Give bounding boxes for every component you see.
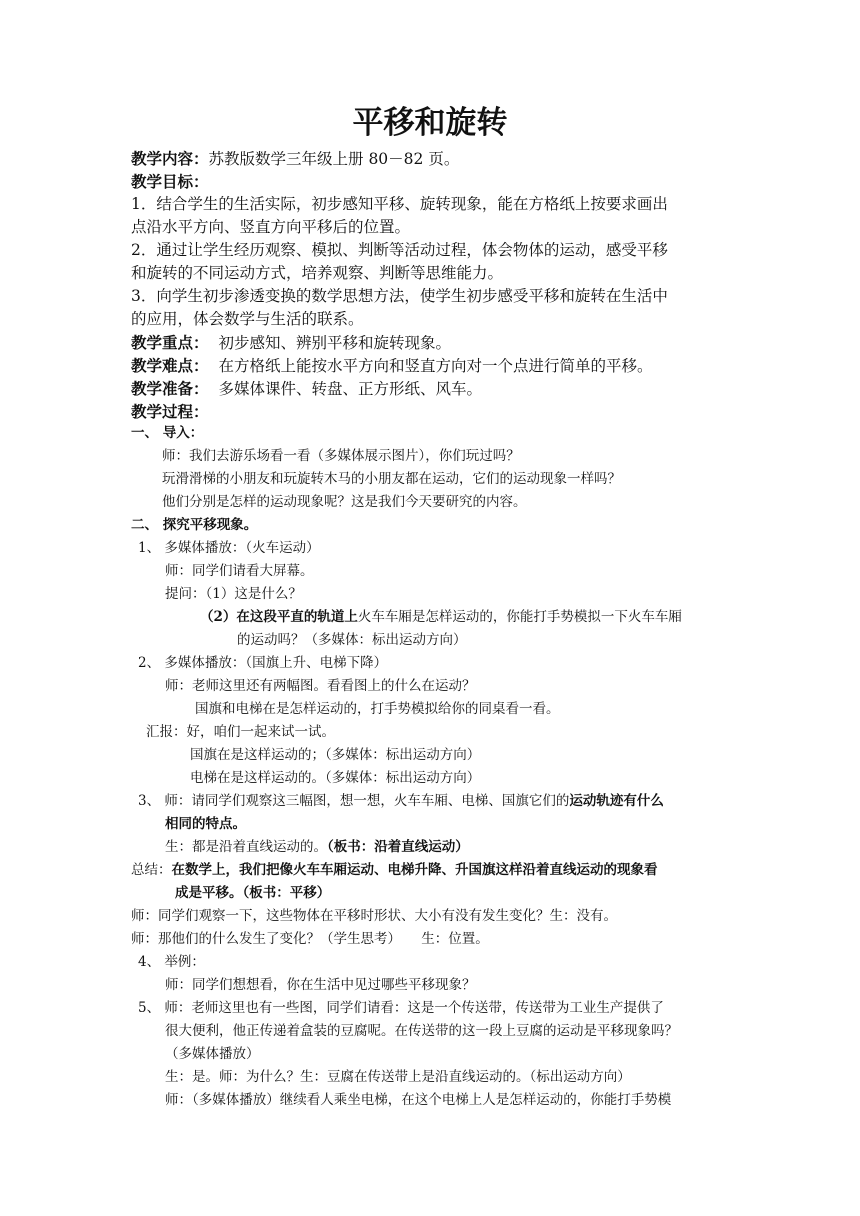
process-label: 教学过程： (131, 402, 209, 421)
item-1-c-bold: （2）在这段平直的轨道上 (200, 609, 358, 625)
difficulty-text: 在方格纸上能按水平方向和竖直方向对一个点进行简单的平移。 (218, 357, 653, 375)
item-3-bold: 运动轨迹有什么 (569, 793, 664, 809)
preparation-label: 教学准备： (131, 379, 209, 398)
item-3-answer (165, 841, 469, 855)
item-3 (138, 795, 664, 809)
section-2-heading: 二、 探究平移现象。 (131, 517, 258, 533)
item-3-answer-plain: 生：都是沿着直线运动的。 (165, 839, 327, 855)
goal-3-line-1: 3．向学生初步渗透变换的数学思想方法，使学生初步感受平移和旋转在生活中 (131, 287, 668, 305)
content-text: 苏教版数学三年级上册 80－82 页。 (208, 150, 460, 168)
item-5-line-4: 生：是。师：为什么？生：豆腐在传送带上是沿直线运动的。（标出运动方向） (165, 1069, 631, 1085)
item-3-plain: 3、 师：请同学们观察这三幅图，想一想，火车车厢、电梯、国旗它们的 (138, 793, 570, 809)
goals-label: 教学目标： (131, 172, 209, 191)
content-line (131, 151, 459, 168)
section-1-heading: 一、 导入： (131, 425, 204, 441)
preparation-text: 多媒体课件、转盘、正方形纸、风车。 (218, 380, 483, 398)
item-2-d: 国旗在是这样运动的；（多媒体：标出运动方向） (190, 747, 481, 763)
key-points-label: 教学重点： (131, 333, 209, 352)
item-1-c-rest: 火车车厢是怎样运动的，你能打手势模拟一下火车车厢 (357, 609, 682, 625)
item-3-answer-bold: （板书：沿着直线运动） (327, 839, 469, 855)
item-1-d: 的运动吗？（多媒体：标出运动方向） (237, 632, 467, 648)
difficulty-line (131, 358, 653, 375)
item-3-line-2: 相同的特点。 (165, 816, 246, 832)
item-5-line-2: 很大便利，他正传递着盒装的豆腐呢。在传送带的这一段上豆腐的运动是平移现象吗？ (165, 1023, 678, 1039)
section-1-line-3: 他们分别是怎样的运动现象呢？这是我们今天要研究的内容。 (162, 494, 527, 510)
goal-1-line-2: 点沿水平方向、竖直方向平移后的位置。 (131, 218, 411, 236)
summary-label: 总结： (131, 862, 172, 878)
key-points-text: 初步感知、辨别平移和旋转现象。 (218, 334, 452, 352)
content-label: 教学内容： (131, 149, 209, 168)
item-5-line-5: 师：（多媒体播放）继续看人乘坐电梯，在这个电梯上人是怎样运动的，你能打手势模 (165, 1092, 672, 1108)
goal-2-line-2: 和旋转的不同运动方式，培养观察、判断等思维能力。 (131, 264, 504, 282)
difficulty-label: 教学难点： (131, 356, 209, 375)
summary-line-1 (131, 864, 658, 878)
item-5-line-1: 5、 师：老师这里也有一些图，同学们请看：这是一个传送带，传送带为工业生产提供了 (138, 1000, 664, 1016)
item-2-e: 电梯在是这样运动的。（多媒体：标出运动方向） (190, 770, 481, 786)
item-4: 4、 举例： (138, 954, 205, 970)
goal-1-line-1: 1．结合学生的生活实际，初步感知平移、旋转现象，能在方格纸上按要求画出 (131, 195, 668, 213)
item-2-c: 汇报：好，咱们一起来试一试。 (146, 724, 335, 740)
item-4-a: 师：同学们想想看，你在生活中见过哪些平移现象？ (165, 977, 476, 993)
item-1-c (200, 611, 682, 625)
summary-bold-1: 在数学上，我们把像火车车厢运动、电梯升降、升国旗这样沿着直线运动的现象看 (171, 862, 658, 878)
page-title: 平移和旋转 (352, 105, 508, 141)
goal-3-line-2: 的应用，体会数学与生活的联系。 (131, 310, 364, 328)
goal-2-line-1: 2．通过让学生经历观察、模拟、判断等活动过程，体会物体的运动，感受平移 (131, 241, 668, 259)
item-2-a: 师：老师这里还有两幅图。看看图上的什么在运动？ (165, 678, 476, 694)
item-1-b: 提问：（1）这是什么？ (165, 586, 302, 602)
preparation-line (131, 381, 482, 398)
teacher-line-2: 师：那他们的什么发生了变化？（学生思考） 生：位置。 (131, 931, 489, 947)
item-1: 1、 多媒体播放：（火车运动） (138, 540, 320, 556)
section-1-line-1: 师：我们去游乐场看一看（多媒体展示图片），你们玩过吗？ (162, 448, 520, 464)
summary-line-2: 成是平移。（板书：平移） (175, 885, 331, 901)
item-2: 2、 多媒体播放：（国旗上升、电梯下降） (138, 655, 388, 671)
section-1-line-2: 玩滑滑梯的小朋友和玩旋转木马的小朋友都在运动，它们的运动现象一样吗？ (162, 471, 621, 487)
teacher-line-1: 师：同学们观察一下，这些物体在平移时形状、大小有没有发生变化？生：没有。 (131, 908, 617, 924)
key-points-line (131, 335, 451, 352)
item-1-a: 师：同学们请看大屏幕。 (165, 563, 314, 579)
item-5-line-3: （多媒体播放） (165, 1046, 260, 1062)
item-2-b: 国旗和电梯在是怎样运动的，打手势模拟给你的同桌看一看。 (195, 701, 560, 717)
